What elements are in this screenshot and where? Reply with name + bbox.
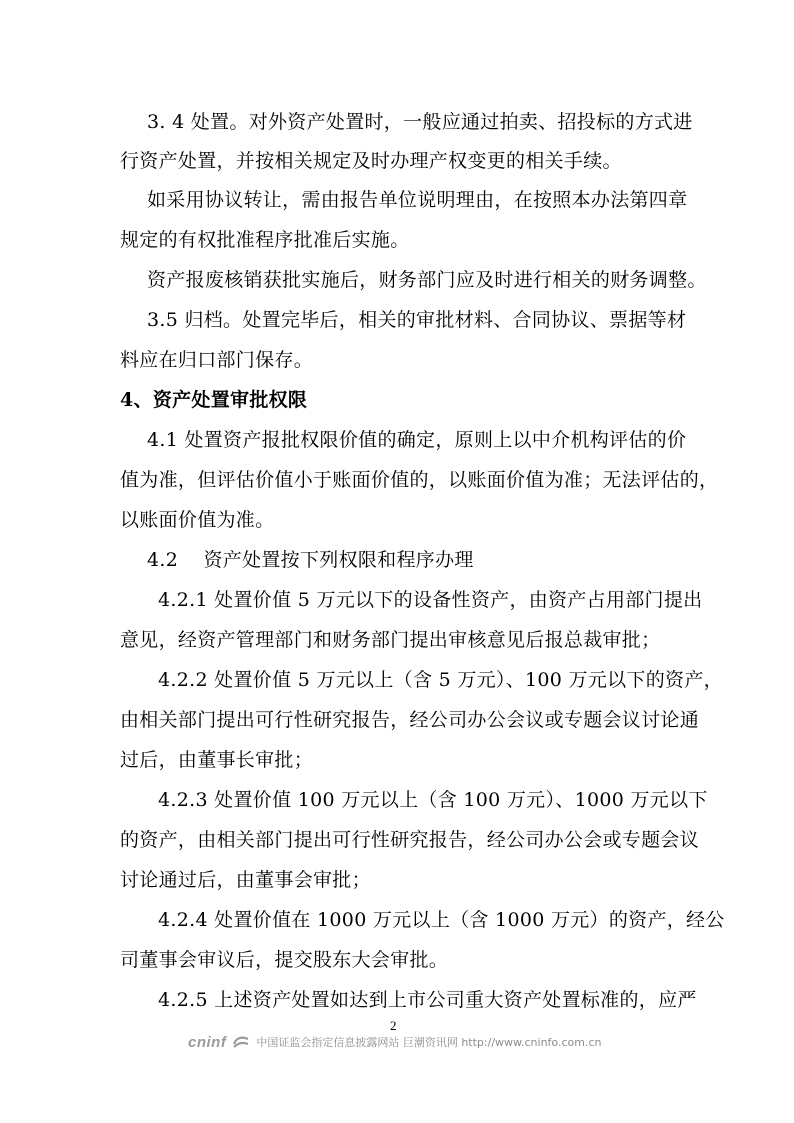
paragraph-line: 4.1 处置资产报批权限价值的确定，原则上以中介机构评估的价	[147, 429, 687, 451]
section-heading: 4、资产处置审批权限	[120, 389, 308, 411]
paragraph-line: 如采用协议转让，需由报告单位说明理由，在按照本办法第四章	[147, 189, 688, 211]
paragraph-line: 4.2.1 处置价值 5 万元以下的设备性资产，由资产占用部门提出	[158, 589, 703, 611]
footer-text: 中国证监会指定信息披露网站 巨潮资讯网 http://www.cninfo.com.cn	[256, 1036, 602, 1049]
paragraph-line: 3.5 归档。处置完毕后，相关的审批材料、合同协议、票据等材	[147, 309, 687, 331]
paragraph-line: 4.2.5 上述资产处置如达到上市公司重大资产处置标准的，应严	[158, 989, 697, 1011]
paragraph-line: 4.2 资产处置按下列权限和程序办理	[147, 549, 474, 571]
paragraph-line: 意见，经资产管理部门和财务部门提出审核意见后报总裁审批；	[120, 629, 661, 651]
paragraph-line: 3. 4 处置。对外资产处置时，一般应通过拍卖、招投标的方式进	[147, 111, 693, 133]
paragraph-line: 的资产，由相关部门提出可行性研究报告，经公司办公会或专题会议	[120, 829, 700, 851]
paragraph-line: 以账面价值为准。	[120, 509, 275, 531]
paragraph-line: 由相关部门提出可行性研究报告，经公司办公会议或专题会议讨论通	[120, 709, 700, 731]
footer	[188, 1032, 601, 1052]
paragraph-line: 讨论通过后，由董事会审批；	[120, 869, 371, 891]
paragraph-line: 料应在归口部门保存。	[120, 349, 314, 371]
cninf-logo: cninf	[188, 1033, 227, 1051]
paragraph-line: 行资产处置，并按相关规定及时办理产权变更的相关手续。	[120, 150, 622, 172]
cninfo-swirl-icon	[232, 1035, 250, 1049]
paragraph-line: 过后，由董事长审批；	[120, 749, 314, 771]
paragraph-line: 4.2.3 处置价值 100 万元以上（含 100 万元）、1000 万元以下	[158, 789, 708, 811]
paragraph-line: 4.2.4 处置价值在 1000 万元以上（含 1000 万元）的资产，经公	[158, 909, 725, 931]
paragraph-line: 司董事会审议后，提交股东大会审批。	[120, 949, 449, 971]
page-number: 2	[390, 1018, 397, 1033]
paragraph-line: 值为准，但评估价值小于账面价值的，以账面价值为准；无法评估的，	[120, 469, 719, 491]
paragraph-line: 资产报废核销获批实施后，财务部门应及时进行相关的财务调整。	[147, 269, 707, 291]
paragraph-line: 规定的有权批准程序批准后实施。	[120, 229, 410, 251]
paragraph-line: 4.2.2 处置价值 5 万元以上（含 5 万元）、100 万元以下的资产，	[158, 669, 723, 691]
